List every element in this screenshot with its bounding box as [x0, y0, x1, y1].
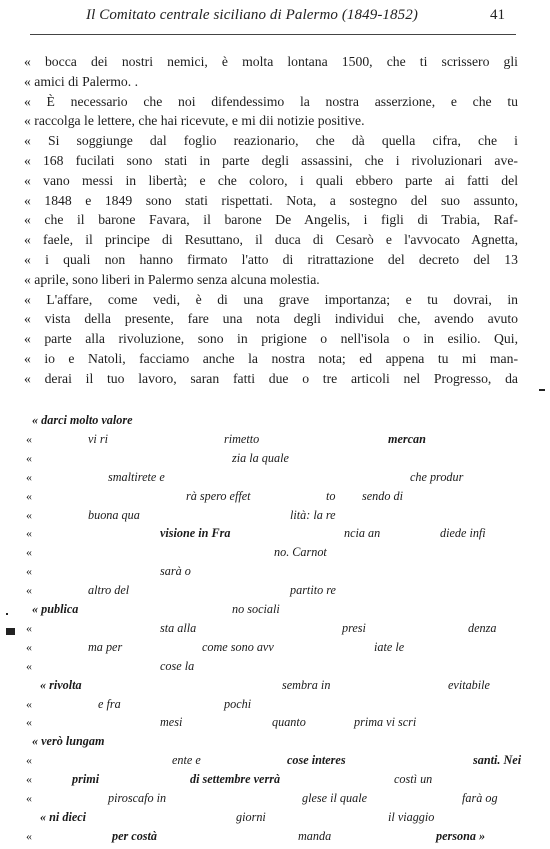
- fragment-text: diede infi: [440, 526, 486, 541]
- fragment-row: [0, 772, 550, 792]
- fragment-text: ma per: [88, 639, 123, 654]
- fragment-text: evitabile: [448, 677, 490, 692]
- fragment-text: il viaggio: [388, 809, 435, 824]
- fragment-text: « publica: [32, 602, 79, 616]
- fragment-text: smaltirete e: [108, 469, 165, 484]
- fragment-text: sendo di: [362, 488, 403, 503]
- running-title: Il Comitato centrale siciliano di Palermo (1849-1852): [86, 7, 418, 23]
- quote-mark: «: [26, 715, 32, 730]
- fragment-text: « ni dieci: [40, 809, 87, 824]
- quote-mark: «: [26, 507, 32, 522]
- fragment-row: [0, 697, 550, 717]
- fragment-text: presi: [342, 620, 366, 635]
- quote-mark: «: [26, 791, 32, 805]
- fragment-text: iate le: [374, 639, 405, 654]
- fragment-row: [0, 470, 550, 490]
- fragment-text: sta alla: [160, 620, 197, 635]
- quote-mark: «: [26, 696, 32, 711]
- fragment-text: giorni: [236, 809, 266, 824]
- fragment-row: [0, 413, 550, 433]
- text-line: « che il barone Favara, il barone De Angelis, i figli di Trabia, Raf-: [24, 212, 518, 228]
- fragment-row: [0, 526, 550, 546]
- fragment-text: come sono avv: [202, 639, 274, 654]
- text-line: « vista della presente, fare una nota degli individui che, avendo avuto: [24, 311, 518, 327]
- fragment-text: manda: [298, 828, 332, 843]
- fragment-text: mercan: [388, 431, 426, 446]
- fragment-text: sarà o: [160, 564, 191, 579]
- fragment-text: quanto: [272, 715, 306, 730]
- quote-mark: «: [26, 639, 32, 654]
- quote-mark: «: [26, 526, 32, 541]
- body-text: [24, 52, 518, 389]
- text-line: « È necessario che noi difendessimo la nostra asserzione, e che tu: [24, 93, 518, 109]
- fragment-text: no sociali: [232, 602, 280, 616]
- fragment-text: « rivolta: [40, 677, 82, 692]
- text-line: « 1848 e 1849 sono stati rispettati. Nota, a sostegno del suo assunto,: [24, 192, 518, 208]
- ciphered-fragments: [0, 405, 550, 843]
- fragment-text: santi. Nei: [473, 753, 522, 768]
- text-line: « faele, il principe di Resuttano, il duca di Cesarò e l'avvocato Agnetta,: [24, 232, 518, 248]
- quote-mark: «: [26, 828, 32, 843]
- fragment-row: [0, 621, 550, 641]
- fragment-text: mesi: [160, 715, 183, 730]
- text-line: « aprile, sono liberi in Palermo senza alcuna molestia.: [24, 271, 320, 287]
- fragment-text: « darci molto valore: [32, 413, 133, 427]
- fragment-row: [0, 602, 550, 622]
- fragment-row: [0, 564, 550, 584]
- text-line: « derai il tuo lavoro, saran fatti due o tre articoli nel Progresso, da: [24, 370, 518, 386]
- fragment-text: persona »: [436, 828, 486, 843]
- fragment-text: no. Carnot: [274, 545, 327, 560]
- text-line: « raccolga le lettere, che hai ricevute, e mi dii notizie positive.: [24, 113, 365, 129]
- fragment-text: zia la quale: [232, 450, 289, 465]
- text-line: « amici di Palermo. .: [24, 73, 139, 89]
- fragment-text: prima vi scri: [354, 715, 417, 730]
- margin-mark: [6, 628, 15, 635]
- fragment-row: [0, 810, 550, 830]
- fragment-row: [0, 451, 550, 471]
- fragment-row: [0, 583, 550, 603]
- fragment-text: rimetto: [224, 431, 260, 446]
- text-line: « io e Natoli, facciamo anche la nostra nota; ed appena tu mi man-: [24, 350, 518, 366]
- quote-mark: «: [26, 431, 32, 446]
- fragment-text: e fra: [98, 696, 121, 711]
- fragment-text: pochi: [224, 696, 252, 711]
- text-line: « parte alla rivoluzione, sono in prigione o nell'isola o in esilio. Qui,: [24, 331, 518, 347]
- text-line: « bocca dei nostri nemici, è molta lontana 1500, che ti scrissero gli: [24, 54, 518, 69]
- fragment-text: farà og: [462, 791, 498, 805]
- margin-mark: [6, 613, 8, 615]
- fragment-text: denza: [468, 620, 497, 635]
- fragment-text: costì un: [394, 772, 433, 787]
- text-line: « vano messi in libertà; e che coloro, i quali ebbero parte ai fatti del: [24, 172, 518, 188]
- quote-mark: «: [26, 450, 32, 465]
- quote-mark: «: [26, 620, 32, 635]
- quote-mark: «: [26, 583, 32, 598]
- fragment-row: [0, 508, 550, 528]
- margin-mark: [539, 389, 545, 391]
- fragment-text: ncia an: [344, 526, 381, 541]
- fragment-text: per costà: [112, 828, 158, 843]
- fragment-row: [0, 734, 550, 754]
- page-header: [0, 0, 550, 32]
- fragment-row: [0, 432, 550, 452]
- fragment-text: sembra in: [282, 677, 331, 692]
- quote-mark: «: [26, 658, 32, 673]
- page-number: 41: [490, 7, 505, 23]
- fragment-row: [0, 678, 550, 698]
- fragment-text: vi ri: [88, 431, 108, 446]
- fragment-row: [0, 659, 550, 679]
- fragment-text: partito re: [290, 583, 336, 598]
- fragment-row: [0, 715, 550, 735]
- quote-mark: «: [26, 488, 32, 503]
- fragment-row: [0, 489, 550, 509]
- fragment-text: rà spero effet: [186, 488, 251, 503]
- text-line: « Si soggiunge dal foglio reazionario, che dà quella cifra, che i: [24, 133, 518, 149]
- quote-mark: «: [26, 753, 32, 768]
- quote-mark: «: [26, 545, 32, 560]
- quote-mark: «: [26, 469, 32, 484]
- fragment-row: [0, 829, 550, 849]
- fragment-text: di settembre verrà: [190, 772, 281, 787]
- text-line: « 168 fucilati sono stati in parte degli assassini, che i rivoluzionari ave-: [24, 152, 518, 168]
- fragment-text: ente e: [172, 753, 201, 768]
- fragment-text: primi: [72, 772, 100, 787]
- fragment-text: buona qua: [88, 507, 140, 522]
- header-rule: [30, 34, 516, 35]
- quote-mark: «: [26, 772, 32, 787]
- fragment-text: cose la: [160, 658, 195, 673]
- fragment-text: altro del: [88, 583, 130, 598]
- fragment-text: cose interes: [287, 753, 346, 768]
- fragment-text: to: [326, 488, 336, 503]
- fragment-text: glese il quale: [302, 791, 367, 805]
- text-line: « L'affare, come vedi, è di una grave importanza; e tu dovrai, in: [24, 291, 518, 307]
- fragment-text: « verò lungam: [32, 734, 105, 749]
- fragment-text: visione in Fra: [160, 526, 231, 541]
- text-line: « i quali non hanno firmato l'atto di ritrattazione del decreto del 13: [24, 251, 518, 267]
- fragment-text: lità: la re: [290, 507, 336, 522]
- fragment-row: [0, 545, 550, 565]
- fragment-row: [0, 791, 550, 811]
- quote-mark: «: [26, 564, 32, 579]
- fragment-row: [0, 753, 550, 773]
- fragment-text: che produr: [410, 469, 464, 484]
- fragment-row: [0, 640, 550, 660]
- fragment-text: piroscafo in: [108, 791, 167, 805]
